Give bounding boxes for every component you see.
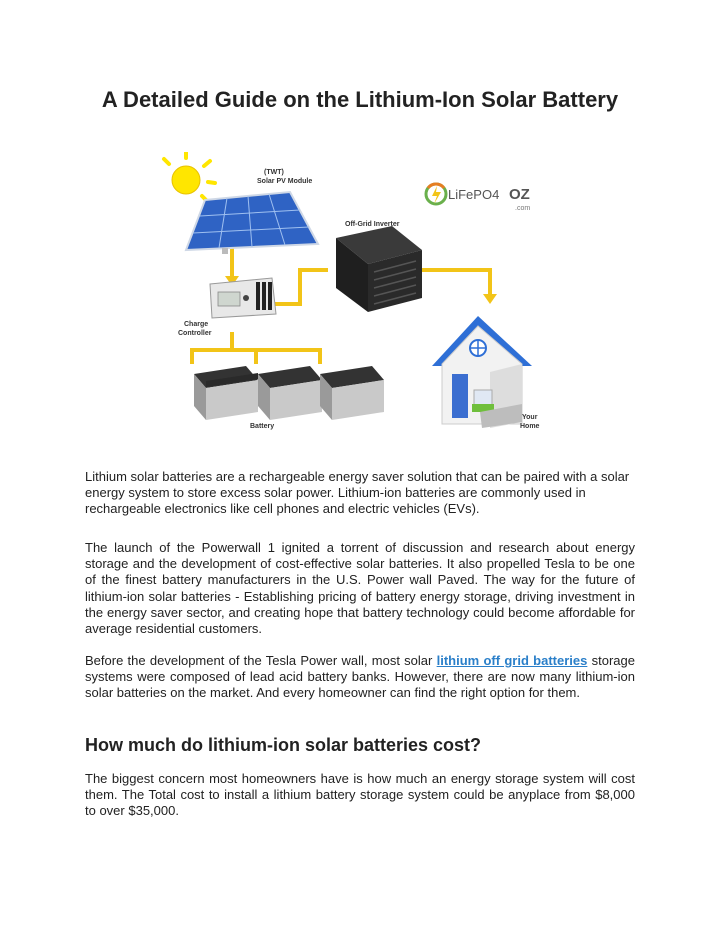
lithium-off-grid-batteries-link[interactable]: lithium off grid batteries: [436, 653, 588, 668]
battery-1: [194, 366, 258, 420]
home-icon: [432, 316, 532, 428]
paragraph-intro: Lithium solar batteries are a rechargeable energy saver solution that can be paired with a solar energy system to store excess solar power. Lithium-ion batteries are commonly used in rechargeable electronics like cell phones and electric vehicles (EVs).: [85, 469, 630, 517]
arrow-to-home: [483, 294, 497, 304]
paragraph-history-before: Before the development of the Tesla Power wall, most solar: [85, 653, 437, 668]
section-heading-cost: How much do lithium-ion solar batteries cost?: [85, 735, 482, 755]
battery-2: [258, 366, 322, 420]
logo-brand: LiFePO4: [448, 187, 500, 202]
home-label-2: Home: [520, 423, 540, 430]
paragraph-powerwall: The launch of the Powerwall 1 ignited a torrent of discussion and research about energy storage and the development of cost-effective solar batteries. It also propelled Tesla to be one of the finest battery manufacturers in the U.S. Power wall Paved. The way for the future of lithium-ion solar batteries - Establishing pricing of battery energy storage, driving investment in the energy saver sector, and creating hope that battery technology could become affordable for average residential customers.: [85, 540, 635, 637]
logo-domain: .com: [515, 205, 531, 212]
paragraph-history: [85, 653, 635, 702]
charge-controller-label-1: Charge: [184, 321, 209, 328]
inverter-label: Off-Grid Inverter: [345, 221, 400, 228]
solar-panel: [186, 192, 318, 254]
sun-icon: [164, 152, 215, 202]
diagram-svg: [160, 152, 580, 452]
pv-module-label-2: Solar PV Module: [257, 178, 313, 185]
page-title: A Detailed Guide on the Lithium-Ion Solar Battery: [101, 87, 619, 112]
battery-bank: [194, 366, 384, 420]
off-grid-inverter: [336, 226, 422, 312]
solar-system-diagram: [160, 152, 580, 452]
pv-module-label-1: (TWT): [264, 169, 284, 176]
home-label-1: Your: [522, 414, 538, 421]
charge-controller-label-2: Controller: [178, 330, 212, 337]
battery-label: Battery: [250, 423, 275, 430]
paragraph-cost: The biggest concern most homeowners have is how much an energy storage system will cost them. The Total cost to install a lithium battery storage system could be anyplace from $8,000 to over $35,000.: [85, 771, 635, 819]
battery-3: [320, 366, 384, 420]
charge-controller: [210, 278, 276, 318]
lifepo4-oz-logo: [426, 184, 530, 212]
logo-suffix: OZ: [509, 186, 530, 203]
paragraph-history-after: storage systems were composed of lead acid battery banks. However, there are now many lithium-ion solar batteries on the market. And every homeowner can find the right option for them.: [85, 653, 635, 701]
